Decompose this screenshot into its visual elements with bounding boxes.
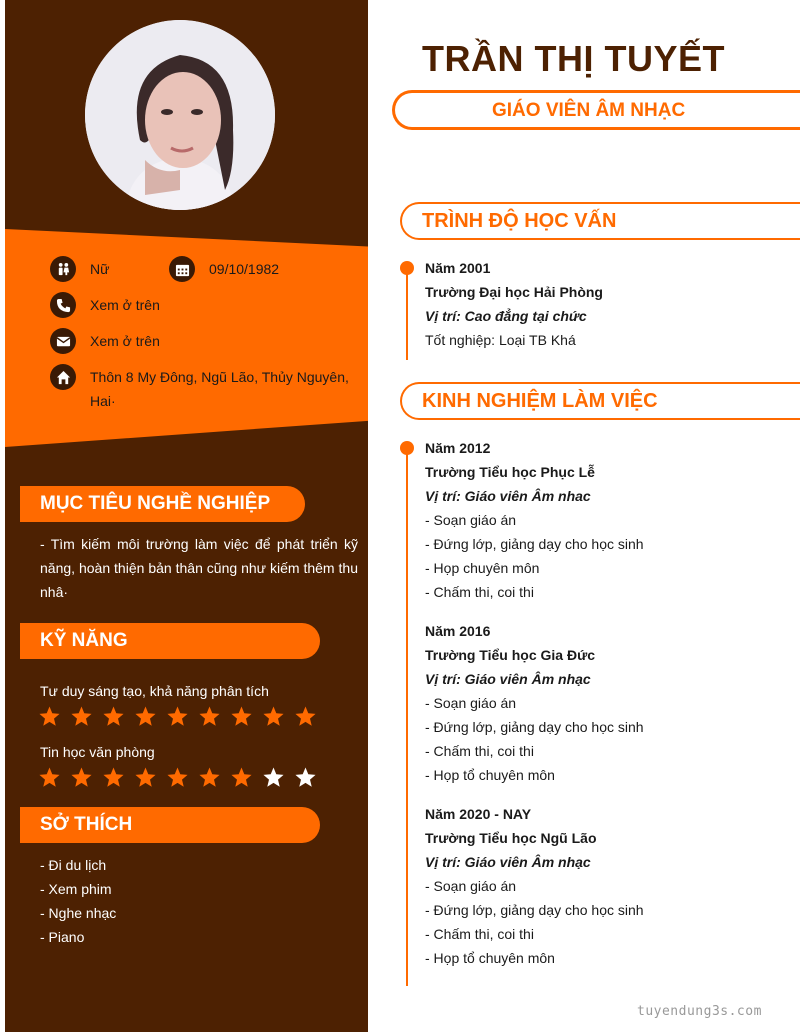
job-duty: - Soạn giáo án — [425, 512, 517, 528]
job-duty: - Đứng lớp, giảng dạy cho học sinh — [425, 902, 644, 918]
experience-timeline — [406, 448, 408, 986]
birthdate-value: 09/10/1982 — [209, 261, 280, 277]
phone-row — [50, 292, 160, 318]
skill-name: Tư duy sáng tạo, khả năng phân tích — [40, 683, 269, 699]
star-icon — [198, 705, 221, 728]
job-school: Trường Tiểu học Phục Lễ — [425, 464, 595, 480]
envelope-icon — [50, 328, 76, 354]
job-year: Năm 2020 - NAY — [425, 806, 532, 822]
job-year: Năm 2012 — [425, 440, 491, 456]
job-duty: - Họp tổ chuyên môn — [425, 767, 555, 783]
hobby-item: - Xem phim — [40, 881, 112, 897]
star-icon — [294, 766, 317, 789]
address-row — [50, 364, 350, 413]
job-duty: - Chấm thi, coi thi — [425, 743, 534, 759]
objective-title: MỤC TIÊU NGHỀ NGHIỆP — [20, 486, 305, 522]
job-duty: - Đứng lớp, giảng dạy cho học sinh — [425, 536, 644, 552]
job-position: Vị trí: Giáo viên Âm nhạc — [425, 671, 591, 687]
job-duty: - Soạn giáo án — [425, 695, 517, 711]
gender-icon — [50, 256, 76, 282]
star-icon — [70, 705, 93, 728]
education-title: TRÌNH ĐỘ HỌC VẤN — [422, 210, 617, 232]
job-duty: - Chấm thi, coi thi — [425, 584, 534, 600]
job-school: Trường Tiểu học Gia Đức — [425, 647, 595, 663]
star-icon — [230, 705, 253, 728]
job-position: Vị trí: Giáo viên Âm nhac — [425, 488, 591, 504]
star-icon — [38, 766, 61, 789]
birthdate-row — [169, 256, 279, 282]
star-icon — [102, 766, 125, 789]
job-duty: - Họp tổ chuyên môn — [425, 950, 555, 966]
watermark: tuyendung3s.com — [637, 1004, 762, 1019]
gender-row — [50, 256, 109, 282]
objective-text: - Tìm kiếm môi trường làm việc để phát triển kỹ năng, hoàn thiện bản thân cũng như kiếm thêm thu nhâ· — [40, 536, 358, 600]
job-duty: - Chấm thi, coi thi — [425, 926, 534, 942]
skill-rating — [38, 766, 317, 789]
star-icon — [166, 766, 189, 789]
job-title: GIÁO VIÊN ÂM NHẠC — [492, 100, 686, 121]
experience-title: KINH NGHIỆM LÀM VIỆC — [422, 390, 658, 412]
profile-photo — [85, 20, 275, 210]
star-icon — [102, 705, 125, 728]
star-icon — [262, 705, 285, 728]
skill-name: Tin học văn phòng — [40, 744, 155, 760]
education-school: Trường Đại học Hải Phòng — [425, 284, 603, 300]
education-detail: Tốt nghiệp: Loại TB Khá — [425, 332, 576, 348]
timeline-dot — [400, 261, 414, 275]
education-timeline — [406, 268, 408, 360]
skill-rating — [38, 705, 317, 728]
job-duty: - Soạn giáo án — [425, 878, 517, 894]
phone-icon — [50, 292, 76, 318]
hobby-item: - Piano — [40, 929, 85, 945]
job-duty: - Họp chuyên môn — [425, 560, 540, 576]
star-icon — [198, 766, 221, 789]
star-icon — [294, 705, 317, 728]
job-school: Trường Tiểu học Ngũ Lão — [425, 830, 597, 846]
job-duty: - Đứng lớp, giảng dạy cho học sinh — [425, 719, 644, 735]
hobby-item: - Nghe nhạc — [40, 905, 117, 921]
gender-value: Nữ — [90, 261, 110, 277]
job-year: Năm 2016 — [425, 623, 491, 639]
education-position: Vị trí: Cao đẳng tại chức — [425, 308, 587, 324]
star-icon — [262, 766, 285, 789]
education-year: Năm 2001 — [425, 260, 491, 276]
phone-value: Xem ở trên — [90, 297, 160, 313]
job-position: Vị trí: Giáo viên Âm nhạc — [425, 854, 591, 870]
calendar-icon — [169, 256, 195, 282]
candidate-name: TRẦN THỊ TUYẾT — [422, 38, 725, 79]
address-value: Thôn 8 My Đông, Ngũ Lão, Thủy Nguyên, Hai· — [90, 369, 349, 409]
star-icon — [134, 766, 157, 789]
email-value: Xem ở trên — [90, 333, 160, 349]
skills-title: KỸ NĂNG — [20, 623, 320, 659]
email-row — [50, 328, 160, 354]
star-icon — [38, 705, 61, 728]
star-icon — [166, 705, 189, 728]
star-icon — [134, 705, 157, 728]
star-icon — [70, 766, 93, 789]
hobbies-title: SỞ THÍCH — [20, 807, 320, 843]
home-icon — [50, 364, 76, 390]
timeline-dot — [400, 441, 414, 455]
hobby-item: - Đi du lịch — [40, 857, 107, 873]
star-icon — [230, 766, 253, 789]
